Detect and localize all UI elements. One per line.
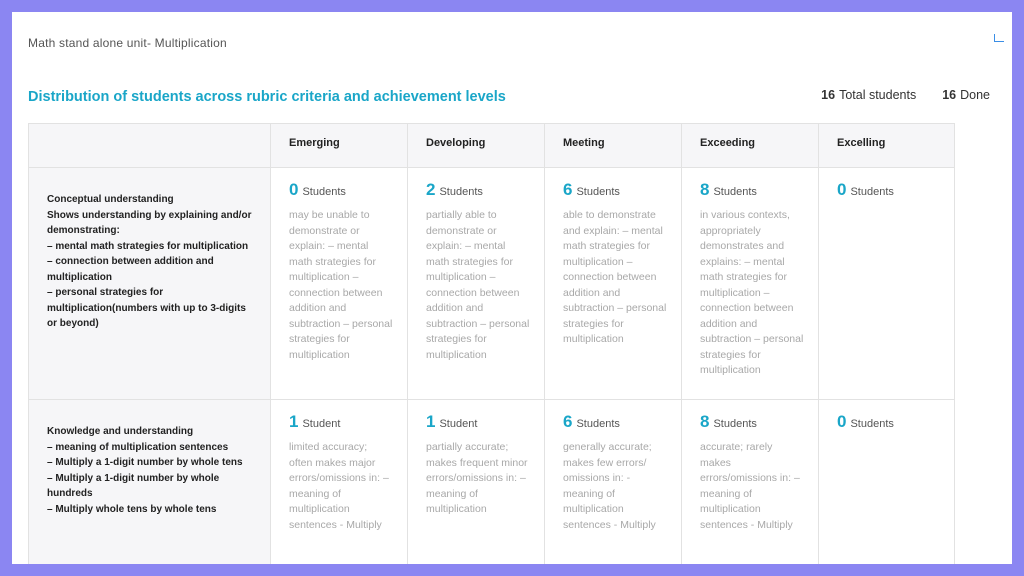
level-description: in various contexts, appropriately demonstrates and explains: – mental math strategies for multiplication – connection between addition and subtraction – personal strategies for multiplication xyxy=(700,209,804,376)
report-panel xyxy=(12,12,1012,564)
section-heading: Distribution of students across rubric criteria and achievement levels xyxy=(28,89,506,105)
criterion-line: – connection between addition and multiplication xyxy=(47,256,214,283)
criterion-line: – personal strategies for multiplication(numbers with up to 3-digits or beyond) xyxy=(47,287,246,329)
level-cell-developing[interactable] xyxy=(408,168,545,400)
student-count-label: Students xyxy=(713,186,757,198)
level-cell-excelling[interactable] xyxy=(819,168,955,400)
done-count: 16 xyxy=(942,88,957,102)
header-developing: Developing xyxy=(408,124,545,168)
student-count: 8 xyxy=(700,180,710,199)
corner-bracket-icon[interactable] xyxy=(994,34,1004,42)
level-cell-meeting[interactable] xyxy=(545,400,682,564)
level-cell-exceeding[interactable] xyxy=(682,400,819,564)
student-count: 0 xyxy=(837,180,847,199)
header-empty xyxy=(29,124,271,168)
rubric-table xyxy=(28,123,955,564)
total-students xyxy=(821,88,916,102)
student-count-label: Students xyxy=(576,186,620,198)
student-count: 0 xyxy=(289,180,299,199)
student-count-label: Students xyxy=(850,186,894,198)
criterion-cell xyxy=(29,400,271,564)
criterion-line: Knowledge and understanding xyxy=(47,426,194,437)
student-count-label: Student xyxy=(439,418,478,430)
level-description: able to demonstrate and explain: – mental math strategies for multiplication – connection between addition and subtraction – personal strategies for multiplication xyxy=(563,209,667,345)
level-cell-exceeding[interactable] xyxy=(682,168,819,400)
student-count: 0 xyxy=(837,412,847,431)
level-description: partially accurate; makes frequent minor errors/omissions in: – meaning of multiplication xyxy=(426,441,528,515)
student-count: 6 xyxy=(563,412,573,431)
summary-stats xyxy=(821,88,990,102)
total-label: Total students xyxy=(839,88,917,102)
level-description: accurate; rarely makes errors/omissions in: – meaning of multiplication sentences - Multiply xyxy=(700,441,800,531)
done-label: Done xyxy=(960,88,990,102)
criterion-line: – mental math strategies for multiplication xyxy=(47,240,249,252)
level-cell-meeting[interactable] xyxy=(545,168,682,400)
student-count: 8 xyxy=(700,412,710,431)
level-description: may be unable to demonstrate or explain: – mental math strategies for multiplication – connection between addition and subtraction – personal strategies for multiplication xyxy=(289,209,393,361)
done-students xyxy=(942,88,990,102)
criterion-line: – Multiply a 1-digit number by whole hundreds xyxy=(47,472,220,499)
student-count-label: Students xyxy=(576,418,620,430)
student-count: 6 xyxy=(563,180,573,199)
header-exceeding: Exceeding xyxy=(682,124,819,168)
level-description: partially able to demonstrate or explain: – mental math strategies for multiplication – connection between addition and subtraction – personal strategies for multiplication xyxy=(426,209,530,361)
criterion-line: – Multiply a 1-digit number by whole tens xyxy=(47,457,243,468)
header-excelling: Excelling xyxy=(819,124,955,168)
student-count-label: Students xyxy=(439,186,483,198)
criterion-line: Conceptual understanding xyxy=(47,194,174,205)
student-count: 2 xyxy=(426,180,436,199)
criterion-line: Shows understanding by explaining and/or demonstrating: xyxy=(47,209,252,236)
level-cell-excelling[interactable] xyxy=(819,400,955,564)
student-count-label: Students xyxy=(850,418,894,430)
student-count-label: Students xyxy=(713,418,757,430)
total-count: 16 xyxy=(821,88,836,102)
student-count-label: Student xyxy=(302,418,341,430)
level-cell-developing[interactable] xyxy=(408,400,545,564)
student-count: 1 xyxy=(289,412,299,431)
criterion-cell xyxy=(29,168,271,400)
header-emerging: Emerging xyxy=(271,124,408,168)
page-title: Math stand alone unit- Multiplication xyxy=(28,36,227,50)
criterion-line: – Multiply whole tens by whole tens xyxy=(47,503,217,515)
level-cell-emerging[interactable] xyxy=(271,400,408,564)
student-count-label: Students xyxy=(302,186,346,198)
student-count: 1 xyxy=(426,412,436,431)
level-cell-emerging[interactable] xyxy=(271,168,408,400)
header-meeting: Meeting xyxy=(545,124,682,168)
level-description: limited accuracy; often makes major errors/omissions in: – meaning of multiplication sentences - Multiply xyxy=(289,441,389,531)
level-description: generally accurate; makes few errors/ omissions in: - meaning of multiplication sentences - Multiply xyxy=(563,441,656,531)
criterion-line: – meaning of multiplication sentences xyxy=(47,441,229,453)
